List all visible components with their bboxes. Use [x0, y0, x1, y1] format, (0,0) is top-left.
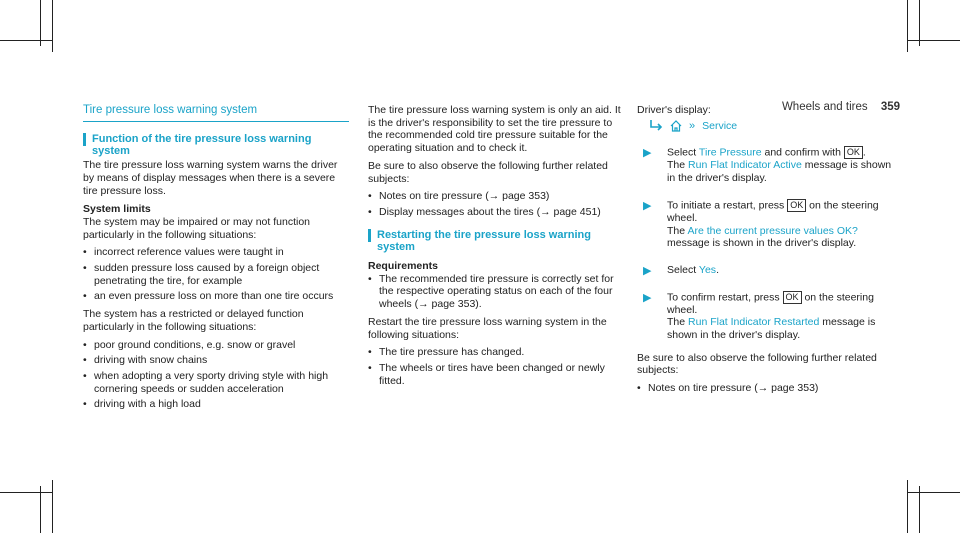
list-item: • Notes on tire pressure (→ page 353): [637, 382, 895, 395]
return-arrow-icon: [649, 120, 663, 132]
step-text: on the steering wheel.: [667, 199, 879, 224]
section-title: Wheels and tires: [781, 101, 868, 113]
step-text: .: [862, 146, 866, 159]
crop-mark: [919, 486, 920, 533]
step-select-yes: [637, 264, 895, 277]
list-item: • driving with a high load: [83, 398, 349, 411]
column-2: [368, 104, 626, 392]
step-text: To initiate a restart, press: [667, 199, 788, 212]
bullet-list: [368, 346, 626, 387]
step-text: The: [667, 224, 688, 237]
step-arrow-icon: ▶: [643, 264, 652, 277]
list-item: • poor ground conditions, e.g. snow or gravel: [83, 339, 349, 352]
paragraph: Be sure to also observe the following further related subjects:: [368, 159, 608, 185]
subheading-text: Restarting the tire pressure loss warning system: [377, 228, 591, 254]
crop-mark: [907, 0, 908, 52]
list-item: • The wheels or tires have been changed or newly fitted.: [368, 362, 626, 387]
bullet-list: [637, 382, 895, 395]
step-text: The: [667, 316, 689, 329]
crop-mark: [40, 486, 41, 533]
section-heading: Tire pressure loss warning system: [83, 104, 349, 122]
list-item: • Notes on tire pressure (→ page 353): [368, 190, 626, 203]
bullet-list: [83, 339, 349, 412]
step-confirm-restart: [637, 291, 895, 342]
step-text: Select: [667, 263, 699, 276]
list-item: • The tire pressure has changed.: [368, 346, 626, 359]
step-text: message is shown in the driver's display.: [667, 159, 892, 185]
list-item: • sudden pressure loss caused by a foreign object penetrating the tire, for example: [83, 262, 349, 287]
step-arrow-icon: ▶: [643, 199, 652, 212]
accent-bar: [368, 229, 371, 242]
page-number: 359: [880, 101, 900, 113]
crop-mark: [52, 0, 53, 52]
accent-bar: [83, 133, 86, 146]
column-3: [637, 104, 895, 400]
paragraph: Restart the tire pressure loss warning system in the following situations:: [368, 315, 607, 341]
crop-mark: [0, 40, 52, 41]
menu-path: [649, 120, 895, 133]
step-select-tire-pressure: [637, 146, 895, 184]
forward-chevrons-icon: »: [689, 119, 696, 132]
crop-mark: [907, 480, 908, 533]
step-initiate-restart: [637, 199, 895, 250]
paragraph: The system has a restricted or delayed function particularly in the following situations:: [83, 308, 304, 333]
system-limits-heading: System limits: [83, 203, 151, 216]
step-arrow-icon: ▶: [643, 147, 652, 160]
paragraph: Be sure to also observe the following further related subjects:: [637, 351, 877, 377]
list-item: • Display messages about the tires (→ page 451): [368, 206, 626, 219]
step-text: Select: [667, 146, 699, 159]
crop-mark: [0, 492, 52, 493]
paragraph: The tire pressure loss warning system warns the driver by means of display messages when there is a severe tire pressure loss.: [83, 159, 338, 197]
step-arrow-icon: ▶: [643, 291, 652, 304]
step-text: message is shown in the driver's display.: [667, 316, 876, 342]
step-text: .: [716, 263, 719, 276]
step-text: The: [667, 159, 689, 172]
step-text: and confirm with: [761, 146, 844, 159]
paragraph: The system may be impaired or may not function particularly in the following situations:: [83, 215, 311, 241]
step-text: To confirm restart, press: [667, 290, 783, 303]
list-item: • driving with snow chains: [83, 354, 349, 367]
menu-option-yes: Yes: [698, 263, 717, 276]
home-icon: [670, 120, 682, 132]
list-item: • The recommended tire pressure is correctly set for the respective operating status on each of the four wheels (→ page 353).: [368, 273, 626, 311]
menu-option-tire-pressure: Tire Pressure: [698, 146, 762, 159]
crop-mark: [52, 480, 53, 533]
requirements-heading: Requirements: [368, 260, 439, 273]
ok-button-symbol: OK: [787, 199, 806, 212]
paragraph: The tire pressure loss warning system is only an aid. It is the driver's responsibility to set the tire pressure to the recommended cold tire pressure suitable for the operating situation and to check it.: [368, 104, 621, 155]
display-message: Run Flat Indicator Restarted: [688, 316, 820, 329]
menu-item-service: Service: [702, 119, 738, 132]
crop-mark: [908, 492, 960, 493]
ok-button-symbol: OK: [783, 291, 802, 304]
display-label: Driver's display:: [637, 104, 711, 116]
list-item: • an even pressure loss on more than one tire occurs: [83, 290, 349, 303]
ok-button-symbol: OK: [844, 146, 863, 159]
display-message: Are the current pressure values OK?: [687, 224, 858, 237]
subheading-function: [83, 133, 349, 158]
bullet-list: [368, 190, 626, 218]
bullet-list: [83, 246, 349, 303]
list-item: • when adopting a very sporty driving style with high cornering speeds or sudden acceleration: [83, 370, 349, 395]
subheading-text: Function of the tire pressure loss warning system: [92, 132, 312, 158]
step-text: on the steering wheel.: [667, 290, 874, 316]
subheading-restarting: [368, 229, 626, 254]
step-text: message is shown in the driver's display.: [667, 237, 857, 250]
display-message: Run Flat Indicator Active: [688, 159, 802, 172]
crop-mark: [908, 40, 960, 41]
column-1: [83, 104, 349, 416]
bullet-list: [368, 273, 626, 311]
list-item: • incorrect reference values were taught in: [83, 246, 349, 259]
